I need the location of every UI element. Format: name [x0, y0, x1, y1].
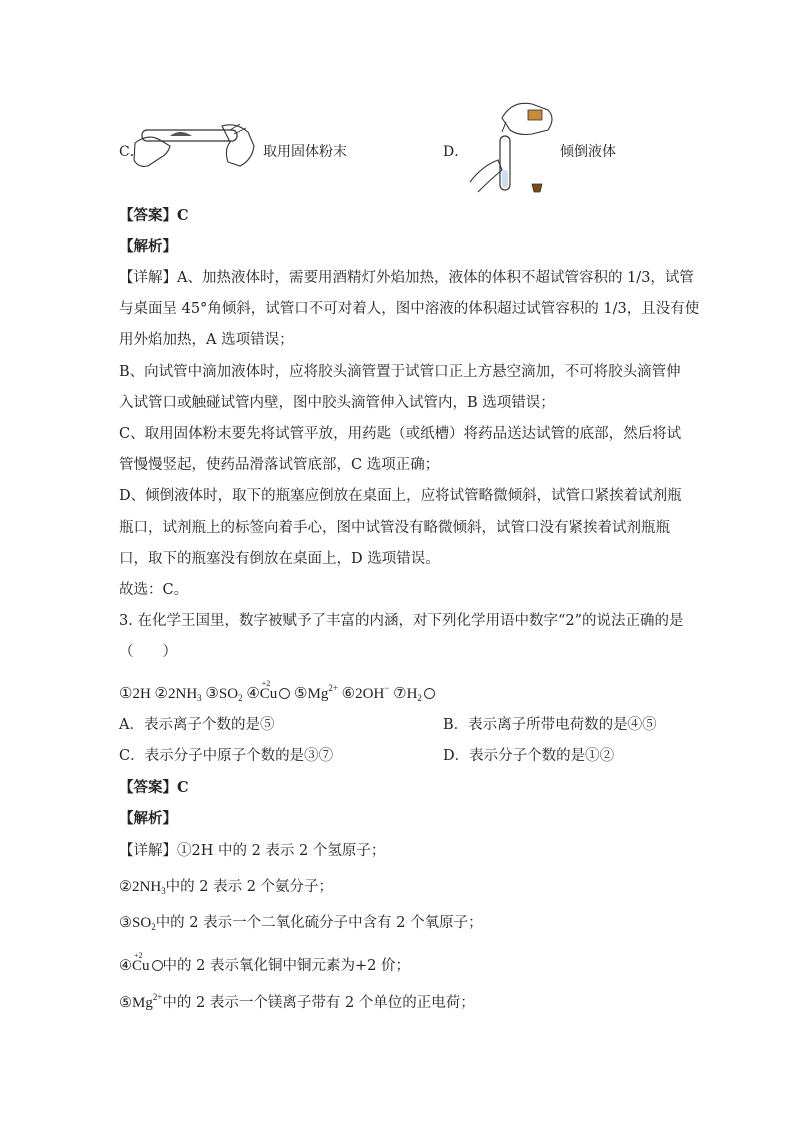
formula-h-sub: 2 — [417, 693, 422, 703]
q2-detail-line-1: 【详解】A、加热液体时，需要用酒精灯外焰加热，液体的体积不超试管容积的 1/3，试管 — [119, 270, 694, 286]
formula-2nh3-sub: 3 — [197, 693, 202, 703]
q2-d-line-1: D、倾倒液体时，取下的瓶塞应倒放在桌面上，应将试管略微倾斜，试管口紧挨着试剂瓶 — [119, 488, 682, 504]
q3-answer: 【答案】C — [119, 779, 189, 796]
formula-h2o — [407, 686, 435, 702]
formula-cu: Cu — [259, 686, 278, 702]
formula-so2-base: SO — [218, 686, 239, 702]
explain-5-formula-base: Mg — [132, 995, 153, 1011]
pouring-liquid-illustration — [462, 96, 558, 198]
item-4-number: ④ — [246, 686, 260, 702]
valence-mark: +2 — [261, 679, 271, 688]
q3-explain-4 — [119, 950, 410, 976]
q2-c-line-1: C、取用固体粉末要先将试管平放，用药匙（或纸槽）将药品送达试管的底部，然后将试 — [119, 426, 682, 442]
q2-detail-line-2: 与桌面呈 45°角倾斜，试管口不可对着人，图中溶液的体积超过试管容积的 1/3，且没有使 — [119, 301, 700, 317]
q3-option-d: D．表示分子个数的是①② — [443, 748, 615, 764]
explain-3-formula-base: SO — [132, 915, 152, 931]
q3-analysis-heading: 【解析】 — [119, 810, 177, 827]
q2-d-line-2: 瓶口，试剂瓶上的标签向着手心，图中试管没有略微倾斜，试管口没有紧挨着试剂瓶瓶 — [119, 520, 670, 536]
formula-cuo-valence — [260, 678, 291, 704]
q2-c-line-2: 管慢慢竖起，使药品滑落试管底部，C 选项正确； — [119, 457, 440, 473]
explain-3-number: ③ — [119, 915, 132, 931]
explain-4-text: 中的 2 表示氧化铜中铜元素为+2 价； — [162, 958, 410, 974]
explain-3-formula-sub: 2 — [151, 922, 156, 932]
explain-3-text: 中的 2 表示一个二氧化硫分子中含有 2 个氧原子； — [155, 915, 483, 931]
explain-5-formula-charge: 2+ — [152, 992, 163, 1002]
q3-formula-list — [119, 678, 435, 704]
powder-test-tube-illustration — [130, 118, 260, 178]
formula-mg-charge: 2+ — [328, 683, 338, 693]
q2-d-line-3: 口，取下的瓶塞没有倒放在桌面上，D 选项错误。 — [119, 551, 440, 567]
formula-2h: 2H — [132, 686, 151, 702]
q2-b-line-1: B、向试管中滴加液体时，应将胶头滴管置于试管口正上方悬空滴加，不可将胶头滴管伸 — [119, 364, 681, 380]
explain-5-text: 中的 2 表示一个镁离子带有 2 个单位的正电荷； — [162, 995, 475, 1011]
figure-c-letter: C． — [119, 144, 144, 160]
explain-2-formula-base: 2NH — [132, 879, 162, 895]
explain-4-cu: Cu — [132, 958, 150, 974]
formula-2oh-charge: − — [384, 683, 390, 693]
q2-choose: 故选：C。 — [119, 582, 189, 598]
oxygen-circle-icon — [152, 960, 163, 971]
explain-2-number: ② — [119, 879, 132, 895]
q2-answer: 【答案】C — [119, 207, 189, 224]
figure-c-caption: 取用固体粉末 — [263, 144, 347, 160]
item-1-number: ① — [119, 686, 133, 702]
explain-2-text: 中的 2 表示 2 个氨分子； — [165, 879, 334, 895]
formula-2oh — [355, 683, 390, 702]
formula-2nh3-base: 2NH — [168, 686, 198, 702]
formula-mg-base: Mg — [307, 686, 329, 702]
figure-d-caption: 倾倒液体 — [560, 144, 616, 160]
explain-2-formula — [132, 879, 166, 895]
q3-option-b: B．表示离子所带电荷数的是④⑤ — [443, 717, 657, 733]
item-6-number: ⑥ — [341, 686, 356, 702]
q3-explain-1: 【详解】①2H 中的 2 表示 2 个氢原子； — [119, 843, 386, 859]
item-2-number: ② — [154, 686, 168, 702]
q2-analysis-heading: 【解析】 — [119, 238, 177, 255]
explain-5-number: ⑤ — [119, 995, 132, 1011]
explain-4-formula — [132, 950, 163, 976]
explain-5-formula — [132, 992, 163, 1011]
explain-3-formula — [132, 915, 156, 931]
oxygen-circle-icon — [424, 688, 435, 699]
formula-so2-sub: 2 — [238, 693, 243, 703]
item-5-number: ⑤ — [294, 686, 308, 702]
formula-h-base: H — [406, 686, 418, 702]
figure-d-letter: D． — [443, 144, 469, 160]
q2-detail-line-3: 用外焰加热，A 选项错误； — [119, 332, 294, 348]
formula-so2 — [219, 686, 243, 702]
q2-b-line-2: 入试管口或触碰试管内壁，图中胶头滴管伸入试管内，B 选项错误； — [119, 395, 555, 411]
item-7-number: ⑦ — [393, 686, 407, 702]
q3-explain-5 — [119, 993, 475, 1013]
q3-explain-3 — [119, 913, 483, 933]
q3-option-a: A．表示离子个数的是⑤ — [119, 717, 275, 733]
q3-stem-line-1: 3. 在化学王国里，数字被赋予了丰富的内涵，对下列化学用语中数字“2”的说法正确的是 — [119, 613, 684, 629]
oxygen-circle-icon — [279, 688, 290, 699]
q3-option-c: C．表示分子中原子个数的是③⑦ — [119, 748, 334, 764]
explain-4-number: ④ — [119, 958, 132, 974]
formula-mg2plus — [307, 683, 338, 702]
formula-2oh-base: 2OH — [355, 686, 385, 702]
formula-2nh3 — [168, 686, 202, 702]
q3-explain-2 — [119, 877, 333, 897]
q3-stem-line-2: （ ） — [119, 644, 177, 660]
explain-4-valence: +2 — [134, 951, 143, 960]
item-3-number: ③ — [205, 686, 219, 702]
explain-2-formula-sub: 3 — [161, 886, 166, 896]
